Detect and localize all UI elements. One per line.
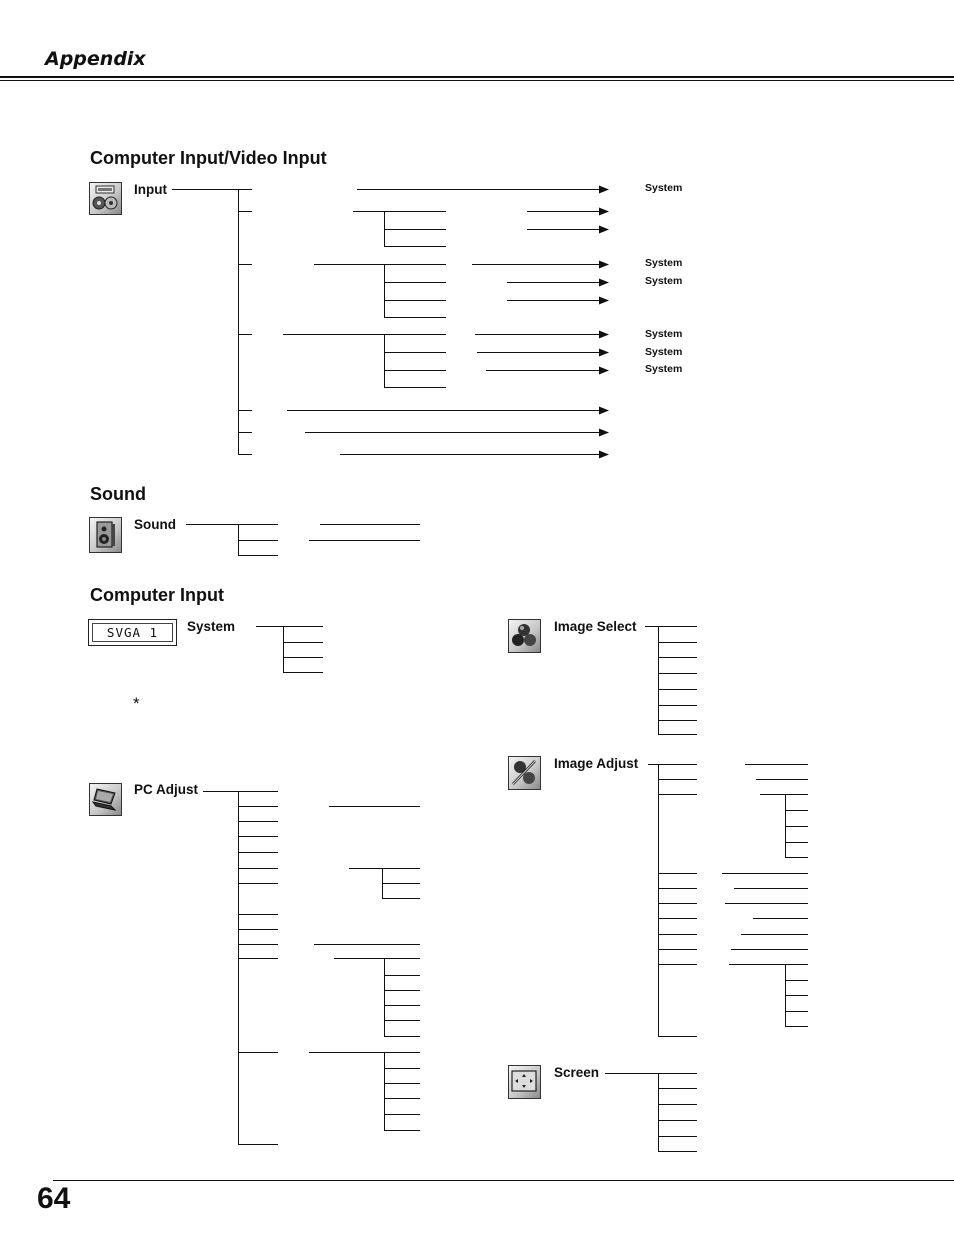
menu-label-sound: Sound (134, 517, 176, 532)
system-display-value: SVGA 1 (92, 623, 173, 642)
menu-label-image-adjust: Image Adjust (554, 756, 639, 771)
input-system-label: System (645, 346, 683, 358)
input-system-label: System (645, 328, 683, 340)
section-title-sound: Sound (90, 484, 146, 504)
input-system-label: System (645, 257, 683, 269)
menu-label-system: System (187, 619, 236, 634)
footer-rule (53, 1180, 954, 1181)
input-system-label: System (645, 182, 683, 194)
input-system-label: System (645, 363, 683, 375)
input-system-label: System (645, 275, 683, 287)
menu-label-pc-adjust: PC Adjust (134, 782, 198, 797)
section-title-computer-video-input: Computer Input/Video Input (90, 148, 327, 168)
menu-label-input: Input (134, 182, 167, 197)
menu-label-image-select: Image Select (554, 619, 637, 634)
header-title: Appendix (45, 48, 146, 70)
note-marker: * (133, 694, 140, 713)
page-number: 64 (37, 1182, 71, 1215)
section-title-computer-input: Computer Input (90, 585, 224, 605)
menu-label-screen: Screen (554, 1065, 600, 1080)
